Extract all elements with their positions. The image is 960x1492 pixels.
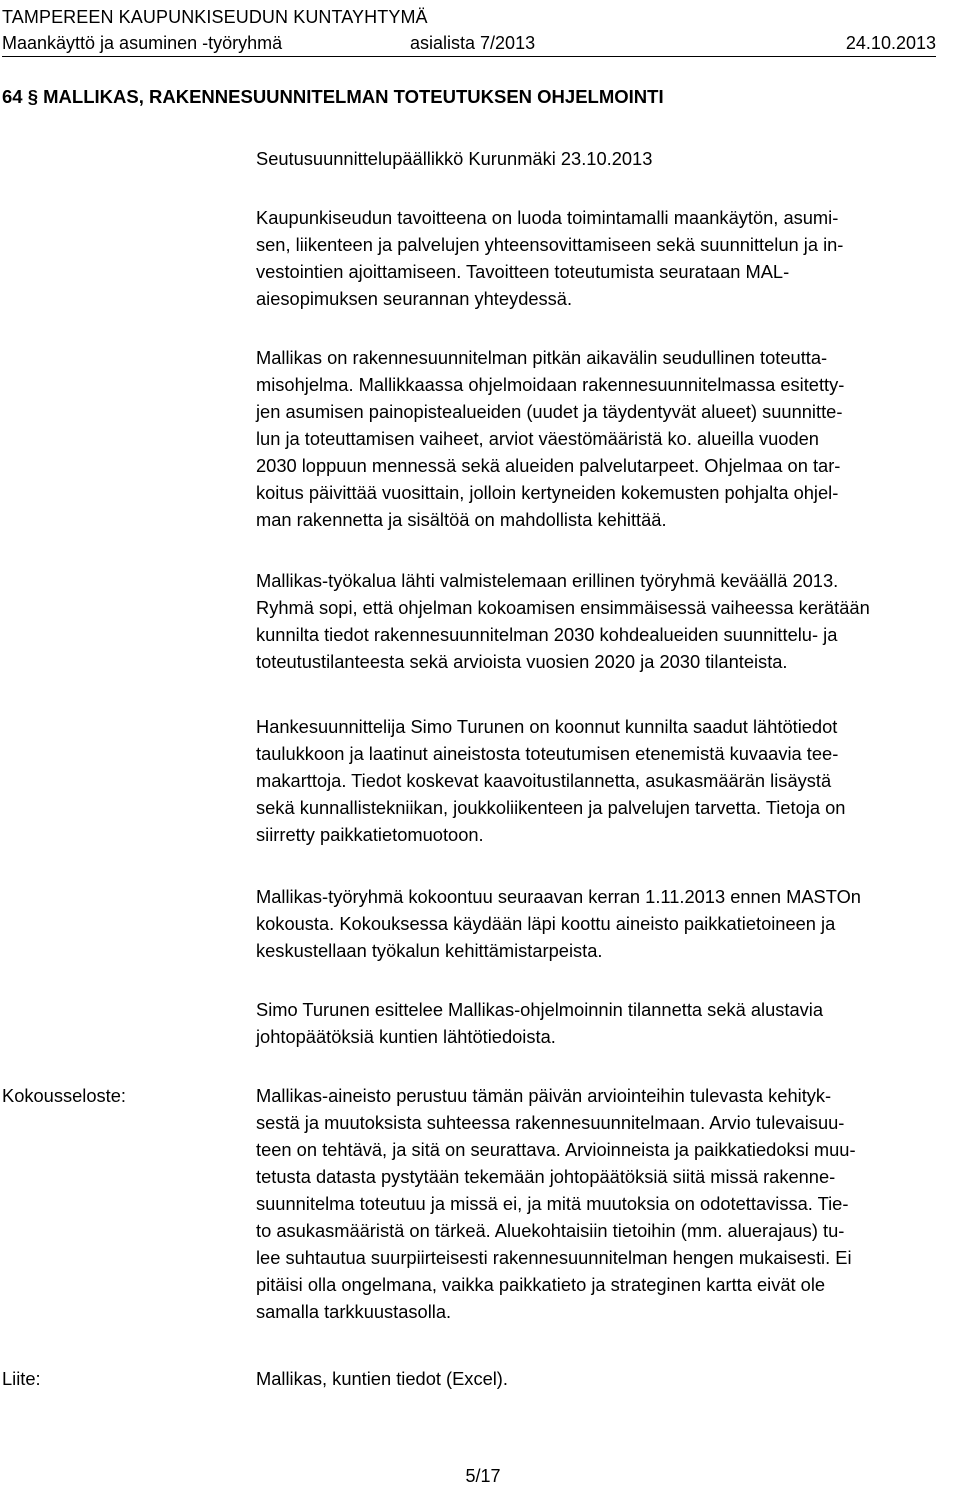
- header-group: Maankäyttö ja asuminen -työryhmä: [2, 33, 283, 53]
- paragraph-6: Simo Turunen esittelee Mallikas-ohjelmoinnin tilannetta sekä alustavia johtopäätöksiä kuntien lähtötiedoista.: [256, 999, 824, 1047]
- presenter-line: Seutusuunnittelupäällikkö Kurunmäki 23.10.2013: [256, 148, 653, 169]
- paragraph-5: Mallikas-työryhmä kokoontuu seuraavan kerran 1.11.2013 ennen MASTOn kokousta. Kokouksessa käydään läpi koottu aineisto paikkatietoineen ja keskustellaan työkalun kehittämistarpeista.: [256, 886, 861, 961]
- header-meta-row: [2, 32, 936, 57]
- paragraph-1: Kaupunkiseudun tavoitteena on luoda toimintamalli maankäytön, asumi- sen, liikenteen ja palvelujen yhteensovittamiseen sekä suunnittelun ja in- vestointien ajoittamiseen. Tavoitteen toteutumista seurataan MAL- aiesopimuksen seurannan yhteydessä.: [256, 207, 844, 309]
- attachment-label: Liite:: [2, 1368, 41, 1389]
- header-date: 24.10.2013: [845, 33, 936, 53]
- page-footer: [0, 1466, 960, 1487]
- paragraph-3: Mallikas-työkalua lähti valmistelemaan erillinen työryhmä keväällä 2013. Ryhmä sopi, että ohjelman kokoamisen ensimmäisessä vaiheessa kerätään kunnilta tiedot rakennesuunnitelman 2030 kohdealueiden suunnittelu- ja toteutustilanteesta sekä arvioista vuosien 2020 ja 2030 tilanteista.: [256, 570, 870, 672]
- paragraph-2: Mallikas on rakennesuunnitelman pitkän aikavälin seudullinen toteutta- misohjelma. Mallikkaassa ohjelmoidaan rakennesuunnitelmassa esitetty- jen asumisen painopistealueiden (uudet ja täydentyvät alueet) suunnitte- lun ja toteuttamisen vaiheet, arviot väestömääristä ko. alueilla vuoden 2030 loppuun mennessä sekä alueiden palvelutarpeet. Ohjelmaa on tar- koitus päivittää vuosittain, jolloin kertyneiden kokemusten pohjalta ohjel- man rakennetta ja sisältöä on mahdollista kehittää.: [256, 347, 845, 530]
- minutes-text: Mallikas-aineisto perustuu tämän päivän arviointeihin tulevasta kehityk- sestä ja muutoksista suhteessa rakennesuunnitelmaan. Arvio tulevaisuu- teen on tehtävä, ja sitä on seurattava. Arvioinneista ja paikkatiedoksi muu- tetusta datasta pystytään tekemään johtopäätöksiä siitä missä rakenne- suunnitelma toteutuu ja missä ei, ja mitä muutoksia on odotettavissa. Tie- to asukasmääristä on tärkeä. Aluekohtaisiin tietoihin (mm. aluerajaus) tu- lee suhtautua suurpiirteisesti rakennesuunnitelman hengen mukaisesti. Ei pitäisi olla ongelmana, vaikka paikkatieto ja strateginen kartta eivät ole samalla tarkkuustasolla.: [256, 1085, 856, 1322]
- header-minutes-number: asialista 7/2013: [410, 33, 536, 53]
- section-title: 64 § MALLIKAS, RAKENNESUUNNITELMAN TOTEUTUKSEN OHJELMOINTI: [2, 86, 664, 107]
- paragraph-4: Hankesuunnittelija Simo Turunen on koonnut kunnilta saadut lähtötiedot taulukkoon ja laatinut aineistosta toteutumisen etenemistä kuvaavia tee- makarttoja. Tiedot koskevat kaavoitustilannetta, asukasmäärän lisäystä sekä kunnallistekniikan, joukkoliikenteen ja palvelujen tarvetta. Tietoja on siirretty paikkatietomuotoon.: [256, 716, 846, 845]
- page-number: 5/17: [465, 1466, 501, 1486]
- attachment-text: Mallikas, kuntien tiedot (Excel).: [256, 1368, 508, 1389]
- header-organization: TAMPEREEN KAUPUNKISEUDUN KUNTAYHTYMÄ: [2, 7, 428, 27]
- minutes-label: Kokousseloste:: [2, 1085, 126, 1106]
